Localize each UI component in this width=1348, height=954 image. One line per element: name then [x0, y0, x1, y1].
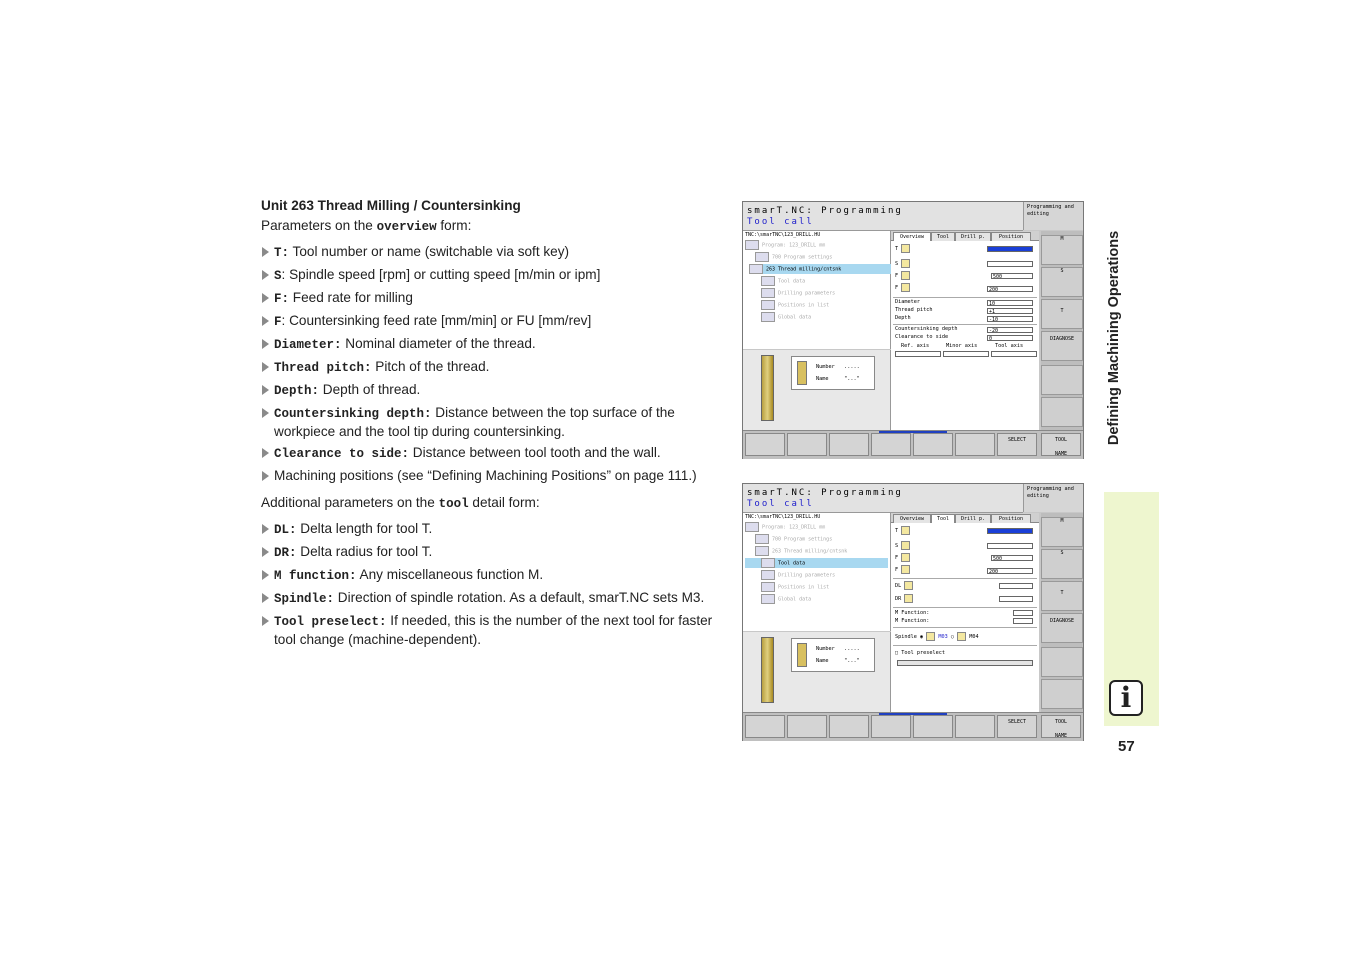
- parameter-code: Countersinking depth:: [274, 407, 432, 421]
- diameter-field[interactable]: 10: [987, 300, 1033, 306]
- softkey-t[interactable]: T: [1041, 581, 1083, 611]
- tool-icon: [761, 558, 775, 568]
- softkey-blank[interactable]: [955, 433, 995, 456]
- tool-icon: [901, 244, 910, 253]
- tool-preview: [743, 350, 891, 430]
- file-path: TNC:\smarTNC\123_DRILL.HU: [745, 514, 821, 520]
- parameter-item: [261, 520, 731, 539]
- tool-icon: [901, 526, 910, 535]
- intro-pre: Parameters on the: [261, 218, 377, 233]
- bullet-triangle-icon: [262, 270, 269, 280]
- softkey-t[interactable]: T: [1041, 299, 1083, 329]
- drill-icon: [761, 570, 775, 580]
- softkey-blank[interactable]: [829, 433, 869, 456]
- softkey-blank[interactable]: [871, 715, 911, 738]
- softkey-blank[interactable]: [913, 433, 953, 456]
- tree-item[interactable]: Tool data: [761, 276, 904, 286]
- tab-overview[interactable]: Overview: [893, 514, 931, 523]
- f-field[interactable]: 500: [991, 273, 1033, 279]
- mode-label: Programming and editing: [1023, 484, 1083, 512]
- f2-field[interactable]: 200: [987, 568, 1033, 574]
- parameter-text: : Spindle speed [rpm] or cutting speed [m/min or ipm]: [281, 267, 601, 282]
- page-number: 57: [1118, 738, 1135, 755]
- softkey-blank[interactable]: [1041, 397, 1083, 427]
- parameter-item: [261, 444, 731, 463]
- bullet-triangle-icon: [262, 385, 269, 395]
- section-heading: Unit 263 Thread Milling / Countersinking: [261, 198, 521, 213]
- parameter-item: [261, 289, 731, 308]
- depth-field[interactable]: -10: [987, 316, 1033, 322]
- parameter-code: F: [274, 315, 282, 329]
- tree-item-selected[interactable]: 263 Thread milling/cntsnk: [749, 264, 892, 274]
- parameter-text: Machining positions (see “Defining Machining Positions” on page 111.): [274, 468, 697, 483]
- parameter-item: [261, 589, 731, 608]
- softkey-blank[interactable]: [1041, 647, 1083, 677]
- bullet-triangle-icon: [262, 339, 269, 349]
- screenshot-overview: [742, 201, 1084, 459]
- softkey-column: [1041, 231, 1083, 430]
- softkey-blank[interactable]: [955, 715, 995, 738]
- positions-icon: [761, 300, 775, 310]
- settings-icon: [755, 252, 769, 262]
- program-icon: [745, 522, 759, 532]
- tree-item[interactable]: 700 Program settings: [755, 252, 898, 262]
- bullet-triangle-icon: [262, 593, 269, 603]
- parameter-text: Any miscellaneous function M.: [356, 567, 544, 582]
- bullet-triangle-icon: [262, 293, 269, 303]
- softkey-blank[interactable]: [745, 433, 785, 456]
- select-softkey[interactable]: SELECT: [997, 433, 1037, 456]
- additional-code: tool: [438, 497, 469, 511]
- info-icon: i: [1109, 680, 1143, 716]
- select-softkey[interactable]: SELECT: [997, 715, 1037, 738]
- f-field[interactable]: 500: [991, 555, 1033, 561]
- parameter-item: [261, 381, 731, 400]
- program-tree: [743, 513, 891, 631]
- text-column: [261, 197, 731, 656]
- softkey-column: [1041, 513, 1083, 712]
- file-path: TNC:\smarTNC\123_DRILL.HU: [745, 232, 821, 238]
- tree-item[interactable]: Program: 123_DRILL mm: [745, 522, 888, 532]
- tab-drill[interactable]: Drill p.: [955, 514, 991, 523]
- bullet-triangle-icon: [262, 408, 269, 418]
- tree-item[interactable]: Positions in list: [761, 300, 904, 310]
- subtitle: Tool call: [747, 499, 814, 509]
- intro-post: form:: [436, 218, 472, 233]
- tab-overview[interactable]: Overview: [893, 232, 931, 241]
- softkey-blank[interactable]: [1041, 365, 1083, 395]
- parameter-text: Distance between tool tooth and the wall.: [409, 445, 661, 460]
- tree-item[interactable]: Drilling parameters: [761, 288, 904, 298]
- intro-code: overview: [376, 220, 437, 234]
- parameter-text: Distance between the top surface of the workpiece and the tool tip during countersinking.: [274, 405, 675, 439]
- overview-parameter-list: [261, 243, 731, 486]
- parameter-code: Clearance to side:: [274, 447, 410, 461]
- form-tabs: [891, 231, 1039, 241]
- parameter-text: Feed rate for milling: [289, 290, 413, 305]
- delta-radius-icon: [904, 594, 913, 603]
- softkey-blank[interactable]: [787, 715, 827, 738]
- tool-preview: [743, 632, 891, 712]
- tab-tool[interactable]: Tool: [931, 514, 955, 523]
- drill-icon: [761, 637, 774, 703]
- feed-plunge-icon: [901, 565, 910, 574]
- title-bar: [743, 202, 1023, 231]
- spindle-cw-icon: [926, 632, 935, 641]
- tree-item[interactable]: 263 Thread milling/cntsnk: [755, 546, 898, 556]
- parameter-text: : Countersinking feed rate [mm/min] or FU [mm/rev]: [281, 313, 592, 328]
- parameter-item: [261, 612, 731, 648]
- parameter-text: Tool number or name (switchable via soft key): [289, 244, 570, 259]
- parameter-text: Pitch of the thread.: [371, 359, 490, 374]
- tool-info-box: Number ..... Name "...": [791, 356, 875, 390]
- tool-name-softkey[interactable]: TOOL NAME: [1041, 433, 1081, 456]
- tree-item[interactable]: Drilling parameters: [761, 570, 904, 580]
- spindle-ccw-icon: [957, 632, 966, 641]
- additional-pre: Additional parameters on the: [261, 495, 439, 510]
- parameter-text: Delta length for tool T.: [296, 521, 433, 536]
- m-function-field-1[interactable]: [1013, 610, 1033, 616]
- softkey-blank[interactable]: [913, 715, 953, 738]
- bullet-triangle-icon: [262, 362, 269, 372]
- parameter-text: Direction of spindle rotation. As a default, smarT.NC sets M3.: [334, 590, 705, 605]
- dr-field[interactable]: [999, 596, 1033, 602]
- tree-item[interactable]: Program: 123_DRILL mm: [745, 240, 888, 250]
- parameter-text: If needed, this is the number of the next tool for faster tool change (machine-dependent).: [274, 613, 713, 647]
- clearance-field[interactable]: 0: [987, 335, 1033, 341]
- form-tabs: [891, 513, 1039, 523]
- parameter-text: Depth of thread.: [319, 382, 421, 397]
- parameter-text: Nominal diameter of the thread.: [341, 336, 536, 351]
- bullet-triangle-icon: [262, 316, 269, 326]
- spindle-icon: [901, 541, 910, 550]
- spindle-icon: [901, 259, 910, 268]
- parameter-item: [261, 566, 731, 585]
- softkey-blank[interactable]: [1041, 679, 1083, 709]
- parameter-item: [261, 543, 731, 562]
- tool-axis-field[interactable]: [991, 351, 1037, 357]
- chapter-title-vertical: Defining Machining Operations: [1106, 230, 1122, 446]
- bullet-triangle-icon: [262, 570, 269, 580]
- parameter-item: [261, 335, 731, 354]
- delta-length-icon: [904, 581, 913, 590]
- mode-label: Programming and editing: [1023, 202, 1083, 230]
- softkey-m[interactable]: M: [1041, 235, 1083, 265]
- parameter-item: [261, 312, 731, 331]
- feed-plunge-icon: [901, 283, 910, 292]
- minor-axis-field[interactable]: [943, 351, 989, 357]
- m-function-field-2[interactable]: [1013, 618, 1033, 624]
- softkey-blank[interactable]: [871, 433, 911, 456]
- tool-name-softkey[interactable]: TOOL NAME: [1041, 715, 1081, 738]
- bullet-triangle-icon: [262, 547, 269, 557]
- tree-item[interactable]: 700 Program settings: [755, 534, 898, 544]
- screenshot-tool: [742, 483, 1084, 741]
- softkey-blank[interactable]: [745, 715, 785, 738]
- spindle-row[interactable]: Spindle ◉ M03 ○ M04: [895, 634, 979, 640]
- parameter-item: [261, 266, 731, 285]
- title: smarT.NC: Programming: [747, 488, 903, 498]
- parameter-code: Tool preselect:: [274, 615, 387, 629]
- s-field[interactable]: [987, 543, 1033, 549]
- bullet-triangle-icon: [262, 616, 269, 626]
- parameter-code: Spindle:: [274, 592, 335, 606]
- parameter-code: F:: [274, 292, 290, 306]
- tab-position[interactable]: Position: [991, 514, 1031, 523]
- thread-icon: [749, 264, 763, 274]
- intro-paragraph: [261, 217, 731, 236]
- bullet-triangle-icon: [262, 448, 269, 458]
- program-tree: [743, 231, 891, 349]
- f2-field[interactable]: 200: [987, 286, 1033, 292]
- pitch-field[interactable]: +1: [987, 308, 1033, 314]
- softkey-bar: [743, 430, 1083, 459]
- subtitle: Tool call: [747, 217, 814, 227]
- tab-drill[interactable]: Drill p.: [955, 232, 991, 241]
- diagnose-softkey[interactable]: DIAGNOSE: [1041, 613, 1083, 643]
- t-field[interactable]: [987, 246, 1033, 252]
- program-icon: [745, 240, 759, 250]
- feed-icon: [901, 553, 910, 562]
- parameter-item: [261, 358, 731, 377]
- positions-icon: [761, 582, 775, 592]
- softkey-bar: [743, 712, 1083, 741]
- tab-position[interactable]: Position: [991, 232, 1031, 241]
- tool-preselect-field[interactable]: [897, 660, 1033, 666]
- globe-icon: [761, 594, 775, 604]
- ref-axis-field[interactable]: [895, 351, 941, 357]
- parameter-code: M function:: [274, 569, 357, 583]
- tool-info-box: Number ..... Name "...": [791, 638, 875, 672]
- tool-icon: [797, 361, 807, 385]
- tool-parameter-list: [261, 520, 731, 648]
- tree-item[interactable]: Positions in list: [761, 582, 904, 592]
- title-bar: [743, 484, 1023, 513]
- bullet-triangle-icon: [262, 471, 269, 481]
- drill-icon: [761, 355, 774, 421]
- parameter-code: Thread pitch:: [274, 361, 372, 375]
- settings-icon: [755, 534, 769, 544]
- title: smarT.NC: Programming: [747, 206, 903, 216]
- parameter-item: [261, 467, 731, 486]
- tool-icon: [797, 643, 807, 667]
- additional-paragraph: [261, 494, 731, 513]
- tree-item[interactable]: Global data: [761, 594, 904, 604]
- bullet-triangle-icon: [262, 247, 269, 257]
- tree-item[interactable]: Global data: [761, 312, 904, 322]
- bullet-triangle-icon: [262, 524, 269, 534]
- parameter-text: Delta radius for tool T.: [296, 544, 433, 559]
- parameter-code: DL:: [274, 523, 297, 537]
- softkey-blank[interactable]: [829, 715, 869, 738]
- thread-icon: [755, 546, 769, 556]
- parameter-code: Diameter:: [274, 338, 342, 352]
- additional-post: detail form:: [468, 495, 540, 510]
- globe-icon: [761, 312, 775, 322]
- t-field[interactable]: [987, 528, 1033, 534]
- diagnose-softkey[interactable]: DIAGNOSE: [1041, 331, 1083, 361]
- softkey-s[interactable]: S: [1041, 549, 1083, 579]
- tree-item-selected[interactable]: Tool data: [745, 558, 888, 568]
- s-field[interactable]: [987, 261, 1033, 267]
- softkey-blank[interactable]: [787, 433, 827, 456]
- parameter-code: T:: [274, 246, 290, 260]
- parameter-item: [261, 404, 731, 440]
- parameter-code: S: [274, 269, 282, 283]
- feed-icon: [901, 271, 910, 280]
- csink-field[interactable]: -20: [987, 327, 1033, 333]
- tool-icon: [761, 276, 775, 286]
- drill-icon: [761, 288, 775, 298]
- softkey-s[interactable]: S: [1041, 267, 1083, 297]
- parameter-form: Overview Tool Drill p. Position T S F 500 F 200 DL DR M Function: M Function: Spindle ◉ M03 ○ M04 □ Tool preselect: [891, 513, 1039, 712]
- tab-tool[interactable]: Tool: [931, 232, 955, 241]
- dl-field[interactable]: [999, 583, 1033, 589]
- parameter-code: DR:: [274, 546, 297, 560]
- parameter-item: [261, 243, 731, 262]
- parameter-code: Depth:: [274, 384, 320, 398]
- softkey-m[interactable]: M: [1041, 517, 1083, 547]
- parameter-form: Overview Tool Drill p. Position T S F 500 F 200 Diameter 10 Thread pitch +1 Depth -10 Countersinking depth -20 Clearance to side 0 Ref. axis Minor axis Tool axis: [891, 231, 1039, 430]
- tool-preselect-checkbox[interactable]: □ Tool preselect: [895, 650, 945, 656]
